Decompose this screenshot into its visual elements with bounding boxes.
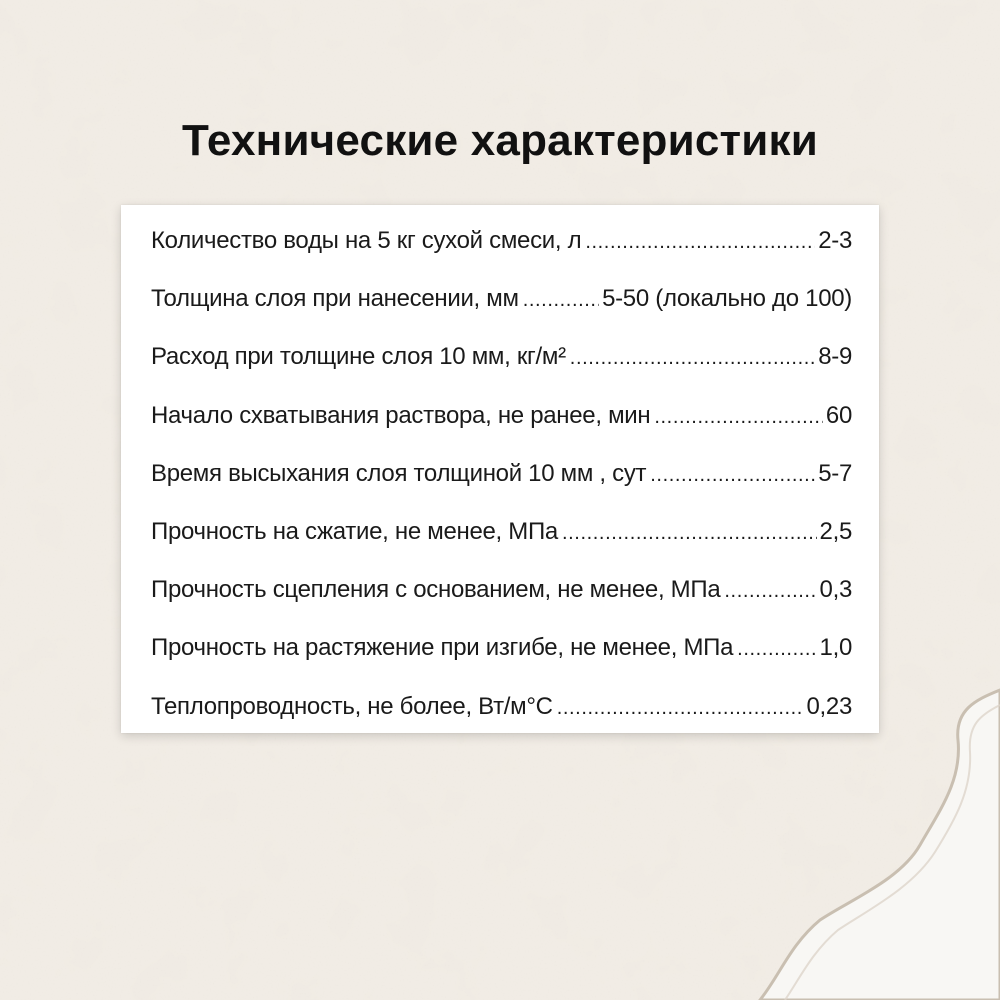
dot-leader	[570, 348, 815, 368]
spec-row	[151, 285, 852, 343]
dot-leader	[585, 232, 815, 252]
spec-value: 0,23	[806, 692, 852, 720]
spec-row	[151, 402, 852, 460]
spec-value: 2-3	[818, 227, 852, 254]
spec-value: 5-50 (локально до 100)	[602, 285, 852, 313]
spec-row	[151, 227, 852, 285]
spec-label: Теплопроводность, не более, Вт/м°С	[151, 692, 553, 720]
specs-card	[121, 205, 879, 733]
spec-label: Расход при толщине слоя 10 мм, кг/м²	[151, 343, 566, 371]
spec-label: Прочность на сжатие, не менее, МПа	[151, 517, 558, 545]
spec-value: 1,0	[819, 634, 852, 662]
dot-leader	[654, 407, 823, 427]
spec-value: 5-7	[818, 459, 852, 487]
spec-row	[151, 518, 852, 576]
spec-value: 8-9	[818, 343, 852, 371]
spec-label: Прочность на растяжение при изгибе, не менее, МПа	[151, 634, 734, 662]
spec-value: 0,3	[819, 576, 852, 604]
spec-label: Количество воды на 5 кг сухой смеси, л	[151, 227, 582, 254]
dot-leader	[737, 639, 816, 659]
spec-row	[151, 343, 852, 401]
spec-row	[151, 460, 852, 518]
dot-leader	[650, 465, 815, 485]
specs-list	[151, 227, 852, 751]
dot-leader	[557, 698, 804, 718]
spec-label: Толщина слоя при нанесении, мм	[151, 285, 519, 313]
spec-label: Прочность сцепления с основанием, не менее, МПа	[151, 576, 721, 604]
spec-row	[151, 576, 852, 634]
dot-leader	[562, 523, 817, 543]
spec-label: Начало схватывания раствора, не ранее, мин	[151, 401, 651, 429]
spec-row	[151, 634, 852, 692]
spec-value: 60	[825, 401, 852, 429]
spec-row	[151, 693, 852, 751]
spec-label: Время высыхания слоя толщиной 10 мм , сут	[151, 459, 647, 487]
dot-leader	[523, 290, 599, 310]
spec-value: 2,5	[819, 517, 852, 545]
page-title: Технические характеристики	[182, 116, 818, 165]
dot-leader	[724, 581, 816, 601]
